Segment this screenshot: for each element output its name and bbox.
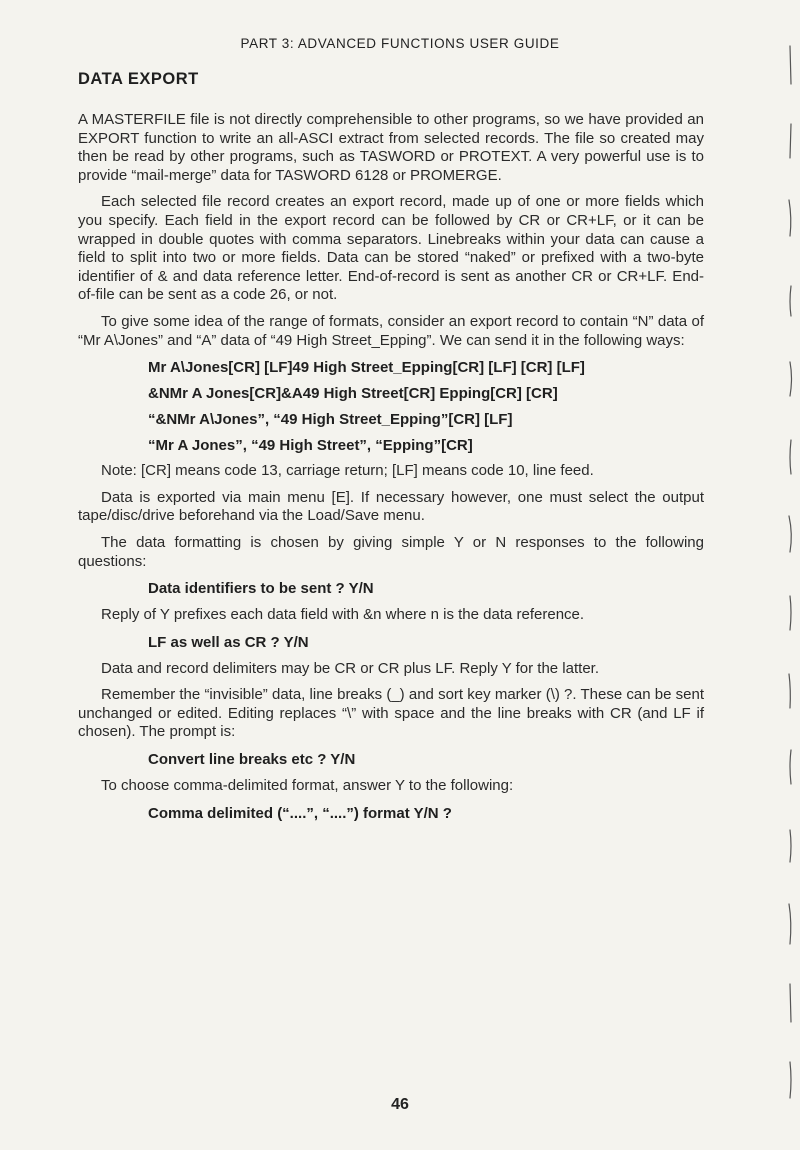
paragraph-formats: To give some idea of the range of formats, consider an export record to contain “N” data of “Mr A\Jones” and “A” data of “49 High Street_Epping”. We can send it in the following ways: <box>78 312 704 349</box>
paragraph-identifiers-reply: Reply of Y prefixes each data field with &n where n is the data reference. <box>101 606 585 624</box>
prompt-linebreaks: Convert line breaks etc ? Y/N <box>148 751 356 769</box>
paragraph-export-record: Each selected file record creates an export record, made up of one or more fields which you specify. Each field in the export record can be followed by CR or CR+LF, or it can be wrapped in double quotes with comma separators. Linebreaks within your data can cause a field to split into two or more fields. Data can be stored “naked” or prefixed with a two-byte identifier of & and data reference letter. End-of-record is sent as another CR or CR+LF. End-of-file can be sent as a code 26, or not. <box>78 193 704 304</box>
example-line: &NMr A Jones[CR]&A49 High Street[CR] Epping[CR] [CR] <box>148 385 558 403</box>
paragraph-comma: To choose comma-delimited format, answer Y to the following: <box>101 777 514 795</box>
prompt-identifiers: Data identifiers to be sent ? Y/N <box>148 580 374 598</box>
section-title: DATA EXPORT <box>78 70 199 88</box>
binding-margin-marks <box>778 40 800 1120</box>
paragraph-invisible-data: Remember the “invisible” data, line breaks (_) and sort key marker (\) ?. These can be sent unchanged or edited. Editing replaces “\” with space and the line breaks with CR (and LF if chosen). The prompt is: <box>78 686 704 741</box>
page-number: 46 <box>391 1096 409 1113</box>
example-line: “Mr A Jones”, “49 High Street”, “Epping”[CR] <box>148 437 473 455</box>
example-list <box>78 358 704 455</box>
paragraph-delimiters: Data and record delimiters may be CR or CR plus LF. Reply Y for the latter. <box>101 659 599 677</box>
paragraph-export-menu: Data is exported via main menu [E]. If necessary however, one must select the output tape/disc/drive beforehand via the Load/Save menu. <box>78 488 704 525</box>
example-line: Mr A\Jones[CR] [LF]49 High Street_Epping[CR] [LF] [CR] [LF] <box>148 359 585 377</box>
binding-marks-graphic <box>778 40 800 1120</box>
running-head: PART 3: ADVANCED FUNCTIONS USER GUIDE <box>240 36 560 51</box>
paragraph-note: Note: [CR] means code 13, carriage return; [LF] means code 10, line feed. <box>101 462 594 480</box>
example-line: “&NMr A\Jones”, “49 High Street_Epping”[CR] [LF] <box>148 411 513 429</box>
prompt-lf: LF as well as CR ? Y/N <box>148 633 309 651</box>
paragraph-intro: A MASTERFILE file is not directly comprehensible to other programs, so we have provided an EXPORT function to write an all-ASCI extract from selected records. The file so created may then be read by other programs, such as TASWORD or PROTEXT. A very powerful use is to provide “mail-merge” data for TASWORD 6128 or PROMERGE. <box>78 111 704 184</box>
prompt-comma: Comma delimited (“....”, “....”) format Y/N ? <box>148 804 452 822</box>
paragraph-formatting: The data formatting is chosen by giving simple Y or N responses to the following questions: <box>78 533 704 570</box>
body-text <box>78 111 704 831</box>
